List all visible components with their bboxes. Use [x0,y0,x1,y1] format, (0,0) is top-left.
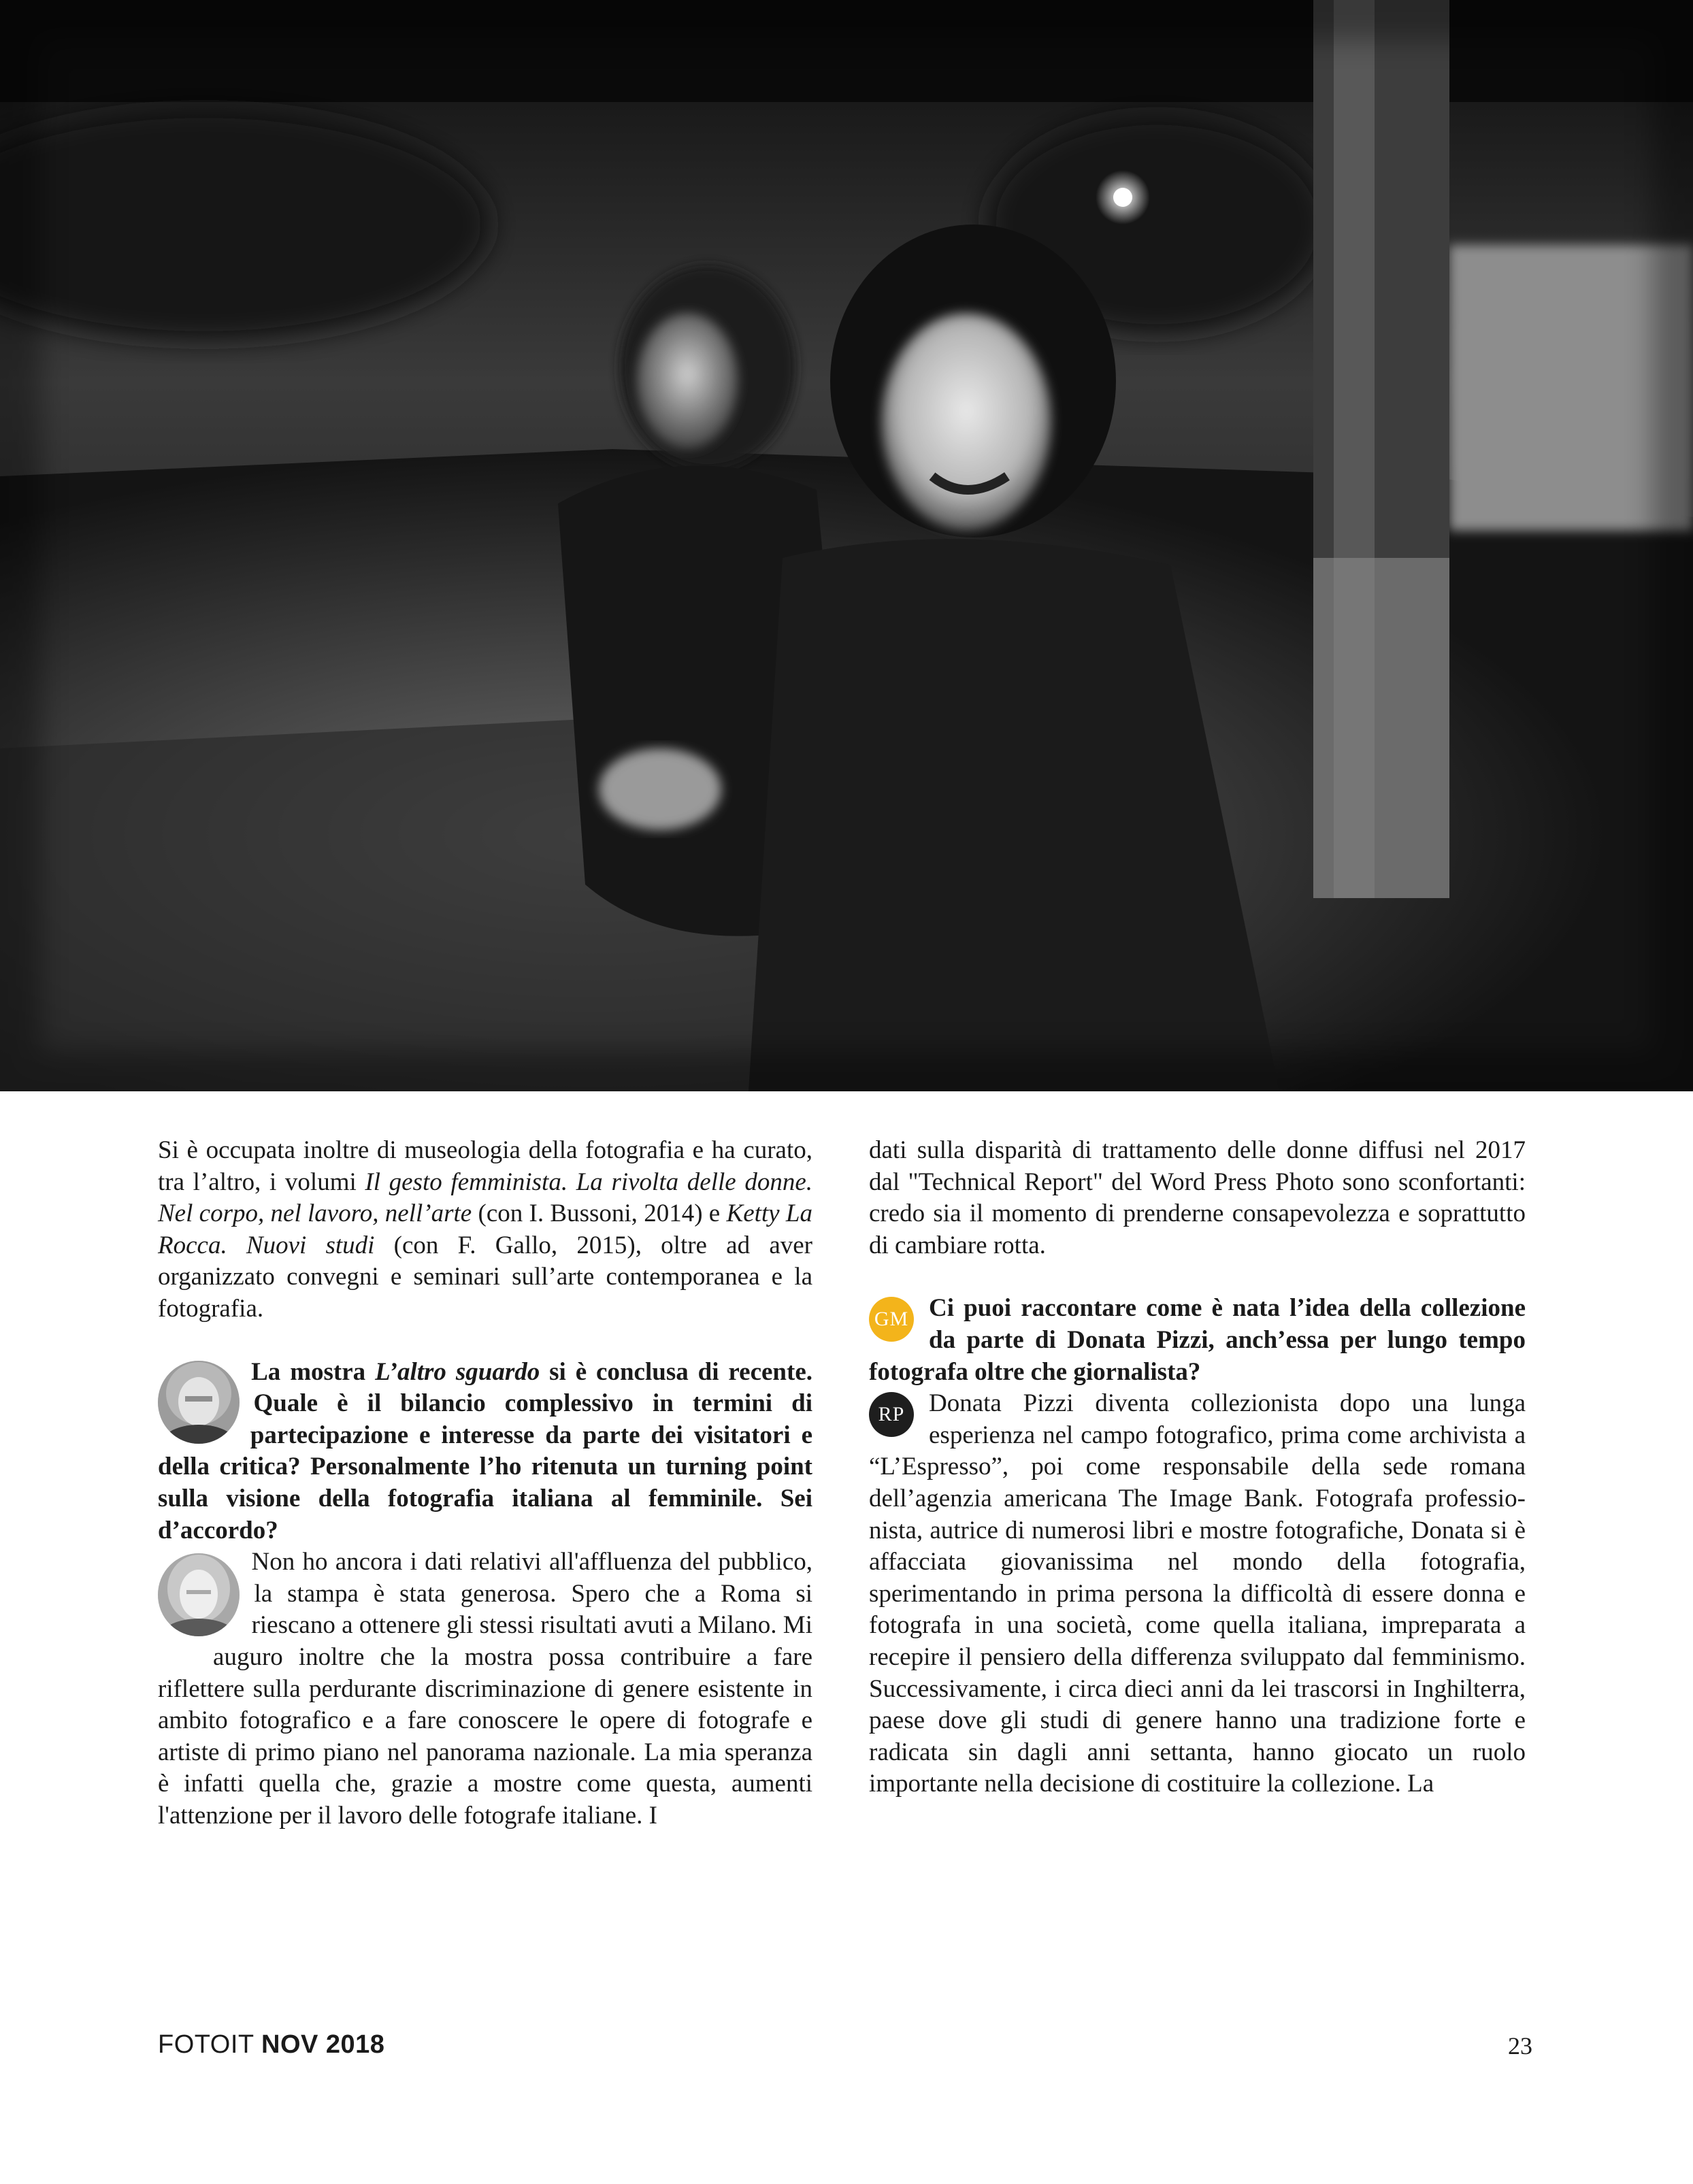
question-2: Ci puoi raccontare come è nata l’idea della collezione da parte di Donata Pizzi, anch’essa per lungo tempo fotografa oltre che giornalista? [869,1294,1526,1386]
left-column [158,1135,812,1832]
right-column [869,1135,1526,1800]
question-1-text-a: La mostra [251,1357,376,1386]
book-title-ketty: Ketty La Rocca. Nuovi studi [158,1199,812,1259]
answer-2: Donata Pizzi diventa collezionista dopo una lunga esperienza nel campo fotografico, prima come archivista a “L’Espresso”, poi come responsabile della sede romana dell’agenzia americana The Image Bank. Fotografa professionista, autrice di numerosi libri e mostre fotografiche, Donata si è affacciata giovanissima nel mondo della fotografia, sperimentando in prima persona la difficoltà di essere donna e fotografa in una società, come quella italiana, impreparata a recepire il pensiero della differenza sviluppato dal femminismo. Successivamente, i circa dieci anni da lei trascorsi in Inghilterra, paese dove gli studi di genere hanno una tradizione forte e radicata sin dagli anni settanta, hanno giocato un ruolo importante nella decisione di costituire la collezione. La [869,1389,1526,1798]
magazine-issue [158,2030,384,2059]
question-1 [158,1357,812,1547]
answer-1-continued: dati sulla disparità di trattamento delle donne diffusi nel 2017 dal "Technical Report" del Word Press Photo sono sconfortanti: credo sia il momento di prenderne consapevolezza e soprattutto di cambiare rotta. [869,1136,1526,1259]
exhibition-title: L’altro sguardo [375,1357,540,1386]
answer-1: Non ho ancora i dati relativi all'affluenza del pubblico, la stampa è stata generosa. Spero che a Roma si riescano a ottenere gli stessi risultati avuti a Milano. Mi auguro inoltre che la mostra possa contribuire a fare riflettere sulla perdurante discriminazione di genere esistente in ambito fotografico e a fare conoscere le opere di fotografe e artiste di primo piano nel panorama nazionale. La mia speranza è infatti quella che, grazie a mostre come questa, aumenti l'attenzione per il lavoro delle fotografe italiane. I [158,1548,812,1830]
intro-text-c: (con F. Gallo, 2015), oltre ad aver organizzato convegni e seminari sull’arte contemporanea e la fotografia. [158,1231,812,1323]
intro-text-b: (con I. Bussoni, 2014) e [472,1199,727,1228]
intro-text-a: Si è occupata inoltre di museologia della fotografia e ha curato, tra l’altro, i volumi [158,1136,812,1196]
rp-badge: RP [869,1392,914,1437]
gm-badge: GM [869,1297,914,1342]
intro-paragraph [158,1135,812,1325]
page-number: 23 [1508,2032,1532,2059]
question-1-text-b: si è conclusa di recente. Quale è il bilancio complessivo in termini di partecipazione e interesse da parte dei visitatori e della critica? Personalmente l’ho ritenuta un turning point sulla visione della fotografia italiana al femminile. Sei d’accordo? [158,1357,812,1544]
magazine-name: FOTOIT [158,2030,254,2059]
header-photo [0,0,1693,1091]
page-footer [158,2030,1532,2064]
interviewee-avatar [158,1553,240,1636]
issue-date: NOV 2018 [261,2030,385,2059]
book-title-gesto: Il gesto femminista. La rivolta delle donne. Nel corpo, nel lavoro, nell’arte [158,1168,812,1228]
interviewer-avatar [158,1361,240,1444]
